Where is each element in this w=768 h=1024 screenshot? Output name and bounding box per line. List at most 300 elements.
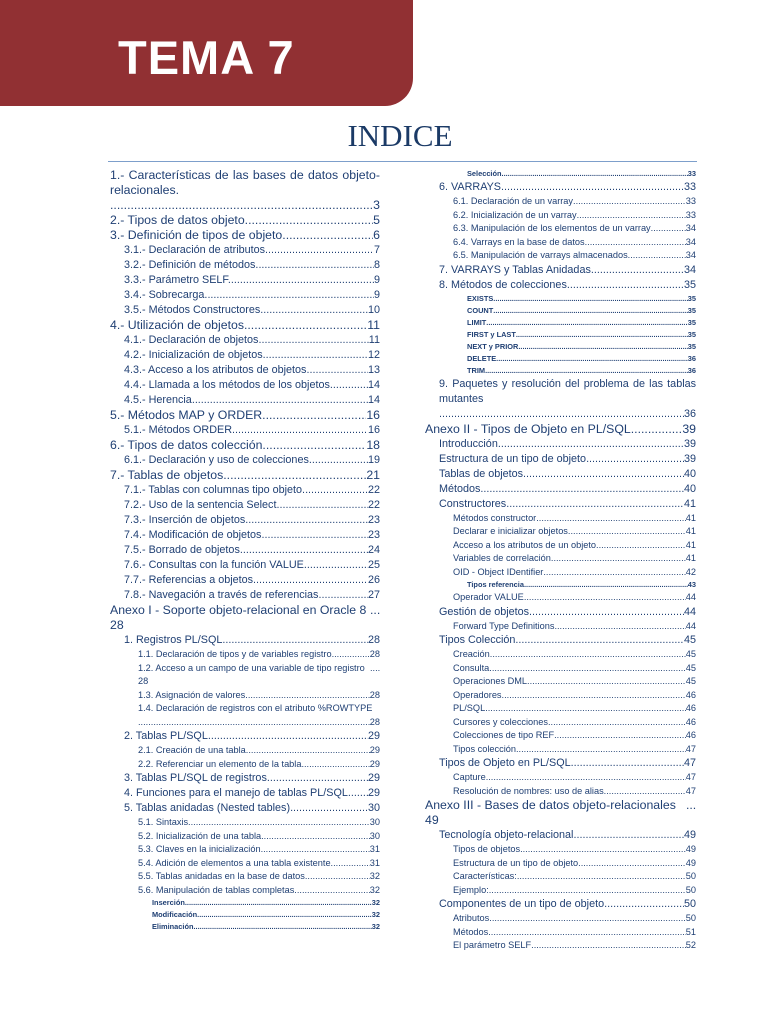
toc-dot-leader bbox=[628, 249, 686, 263]
toc-entry-title: Tipos de objetos bbox=[453, 844, 521, 854]
toc-dot-leader bbox=[543, 566, 685, 580]
toc-dot-leader bbox=[577, 209, 686, 223]
toc-entry-title: 1.3. Asignación de valores. bbox=[138, 689, 248, 700]
toc-dot-leader bbox=[518, 341, 687, 353]
toc-entry-title: DELETE bbox=[467, 353, 497, 363]
toc-dot-leader bbox=[591, 263, 684, 278]
toc-entry-title: Tipos de Objeto en PL/SQL bbox=[439, 757, 571, 769]
toc-entry[interactable] bbox=[110, 258, 380, 273]
toc-entry-title: Anexo I - Soporte objeto-relacional en Oracle 8 bbox=[110, 603, 367, 617]
toc-dot-leader bbox=[185, 897, 372, 909]
toc-dot-leader bbox=[578, 857, 686, 871]
toc-entry-title: COUNT bbox=[467, 305, 494, 315]
toc-page-number: 22 bbox=[367, 484, 380, 496]
toc-entry[interactable] bbox=[110, 603, 380, 633]
toc-entry[interactable] bbox=[425, 195, 696, 209]
toc-entry-title: Atributos bbox=[453, 913, 490, 923]
toc-page-number: 40 bbox=[683, 482, 696, 495]
toc-entry[interactable] bbox=[425, 926, 696, 940]
toc-entry[interactable] bbox=[110, 273, 380, 288]
toc-dot-leader bbox=[520, 843, 686, 857]
toc-entry-title: Creación bbox=[453, 649, 490, 659]
toc-entry[interactable] bbox=[425, 566, 696, 580]
toc-page-number: 29 bbox=[367, 787, 380, 799]
toc-page-number: 39 bbox=[683, 452, 696, 465]
toc-entry-title: 6.3. Manipulación de los elementos de un varray bbox=[453, 223, 651, 233]
toc-dot-leader bbox=[604, 785, 686, 799]
toc-entry-title: Variables de correlación bbox=[453, 553, 551, 563]
toc-page-number: 31 bbox=[369, 844, 380, 854]
toc-entry-title: 6.1.- Declaración y uso de colecciones. bbox=[124, 454, 312, 466]
toc-dot-leader bbox=[227, 468, 367, 483]
toc-entry-title: 3.2.- Definición de métodos. bbox=[124, 259, 259, 271]
toc-entry[interactable] bbox=[110, 483, 380, 498]
toc-entry-title: Consulta bbox=[453, 662, 490, 673]
toc-page-number: 36 bbox=[687, 365, 696, 375]
toc-entry[interactable] bbox=[425, 743, 696, 757]
toc-dot-leader bbox=[208, 729, 368, 744]
toc-dot-leader bbox=[247, 318, 367, 333]
toc-page-number: 23 bbox=[367, 514, 380, 526]
toc-entry[interactable] bbox=[425, 353, 696, 365]
toc-dot-leader bbox=[309, 363, 368, 378]
toc-entry[interactable] bbox=[110, 333, 380, 348]
toc-entry[interactable] bbox=[110, 662, 380, 689]
toc-entry[interactable] bbox=[110, 438, 380, 453]
toc-entry-title: 4.4.- Llamada a los métodos de los objetos. bbox=[124, 379, 333, 391]
toc-entry[interactable] bbox=[425, 716, 696, 730]
toc-entry-title: 5.- Métodos MAP y ORDER. bbox=[110, 408, 266, 422]
toc-entry[interactable] bbox=[425, 843, 696, 857]
toc-page-number: 32 bbox=[371, 910, 380, 919]
toc-page-number: 11 bbox=[368, 334, 380, 346]
toc-entry[interactable] bbox=[425, 168, 696, 180]
toc-page-number: 50 bbox=[685, 871, 696, 881]
toc-entry-title: Estructura de un tipo de objeto bbox=[453, 857, 579, 868]
toc-page-number: 12 bbox=[367, 349, 380, 361]
toc-entry-title: 7.2.- Uso de la sentencia Select. bbox=[124, 499, 280, 511]
toc-entry-title: Forward Type Definitions bbox=[453, 620, 555, 631]
toc-entry[interactable] bbox=[110, 558, 380, 573]
toc-page-number: 35 bbox=[683, 278, 696, 291]
toc-page-number: 39 bbox=[683, 437, 696, 450]
toc-dot-leader bbox=[686, 798, 696, 813]
toc-entry[interactable] bbox=[110, 801, 380, 816]
toc-entry-title: 1.- Características de las bases de datos objeto-relacionales. bbox=[110, 168, 380, 197]
heading-divider bbox=[108, 161, 697, 162]
toc-entry[interactable] bbox=[110, 843, 380, 857]
toc-entry-title: 3.- Definición de tipos de objeto. bbox=[110, 228, 286, 242]
toc-entry-title: Componentes de un tipo de objeto bbox=[439, 898, 605, 910]
toc-dot-leader bbox=[197, 909, 372, 921]
toc-page-number: 21 bbox=[366, 468, 380, 482]
toc-entry[interactable] bbox=[110, 228, 380, 243]
toc-entry[interactable] bbox=[425, 249, 696, 263]
toc-page-number: 49 bbox=[425, 813, 439, 827]
toc-dot-leader bbox=[489, 662, 686, 676]
toc-entry[interactable] bbox=[110, 786, 380, 801]
toc-entry-title: 5.3. Claves en la inicialización bbox=[138, 844, 261, 854]
toc-entry[interactable] bbox=[110, 689, 380, 703]
toc-page-number: 28 bbox=[369, 649, 380, 659]
toc-right-column bbox=[425, 168, 696, 953]
toc-page-number: 44 bbox=[685, 592, 696, 602]
toc-dot-leader bbox=[243, 543, 368, 558]
toc-dot-leader bbox=[516, 743, 686, 757]
toc-entry[interactable] bbox=[110, 921, 380, 933]
toc-dot-leader bbox=[486, 317, 687, 329]
toc-dot-leader bbox=[523, 467, 684, 482]
toc-entry[interactable] bbox=[425, 482, 696, 497]
toc-entry[interactable] bbox=[110, 423, 380, 438]
toc-entry-title: 7. VARRAYS y Tablas Anidadas bbox=[439, 263, 591, 276]
toc-entry[interactable] bbox=[425, 675, 696, 689]
toc-entry[interactable] bbox=[425, 263, 696, 278]
toc-page-number: 49 bbox=[683, 829, 696, 841]
toc-dot-leader bbox=[596, 539, 686, 553]
toc-entry[interactable] bbox=[425, 377, 696, 422]
toc-entry-title: Selección bbox=[467, 169, 502, 178]
toc-entry[interactable] bbox=[425, 702, 696, 716]
toc-entry-title: 6. VARRAYS bbox=[439, 181, 502, 193]
toc-entry[interactable] bbox=[110, 378, 380, 393]
toc-page-number: 5 bbox=[373, 213, 380, 227]
toc-page-number: 32 bbox=[369, 884, 380, 895]
toc-page-number: 35 bbox=[687, 329, 696, 339]
toc-page-number: 36 bbox=[687, 353, 696, 363]
toc-page-number: 33 bbox=[685, 209, 696, 220]
toc-entry-title: 3.3.- Parámetro SELF. bbox=[124, 274, 231, 286]
toc-entry-title: 4.1.- Declaración de objetos. bbox=[124, 334, 262, 346]
toc-entry[interactable] bbox=[110, 318, 380, 333]
toc-entry[interactable] bbox=[425, 633, 696, 648]
toc-entry[interactable] bbox=[425, 939, 696, 953]
toc-entry[interactable] bbox=[425, 729, 696, 743]
toc-page-number: 35 bbox=[687, 317, 696, 327]
toc-entry[interactable] bbox=[425, 756, 696, 771]
toc-page-number: 41 bbox=[683, 497, 696, 510]
toc-entry[interactable] bbox=[425, 467, 696, 482]
toc-page-number: 16 bbox=[367, 424, 380, 436]
toc-entry-title: OID - Object IDentifier bbox=[453, 566, 544, 577]
toc-page-number: 29 bbox=[367, 772, 380, 784]
toc-entry[interactable] bbox=[110, 729, 380, 744]
toc-dot-leader bbox=[527, 675, 686, 689]
toc-page-number: 14 bbox=[367, 379, 380, 391]
toc-entry[interactable] bbox=[425, 305, 696, 317]
toc-page-number: 34 bbox=[683, 263, 696, 276]
toc-page-number: 41 bbox=[685, 539, 696, 550]
toc-entry[interactable] bbox=[425, 897, 696, 912]
toc-entry[interactable] bbox=[425, 278, 696, 293]
toc-page-number: 25 bbox=[367, 559, 380, 571]
toc-page-number: 28 bbox=[367, 634, 380, 646]
toc-entry-title: Métodos constructor bbox=[453, 512, 537, 523]
toc-entry[interactable] bbox=[110, 884, 380, 898]
toc-entry[interactable] bbox=[425, 317, 696, 329]
toc-entry[interactable] bbox=[425, 497, 696, 512]
toc-page-number: 26 bbox=[367, 574, 380, 586]
toc-dot-leader bbox=[531, 939, 686, 953]
toc-entry[interactable] bbox=[425, 539, 696, 553]
toc-page-number: 50 bbox=[685, 913, 696, 923]
toc-entry[interactable] bbox=[425, 236, 696, 250]
toc-entry[interactable] bbox=[425, 857, 696, 871]
toc-entry[interactable] bbox=[425, 209, 696, 223]
toc-page-number: 45 bbox=[683, 634, 696, 646]
toc-entry[interactable] bbox=[110, 588, 380, 603]
toc-entry-title: Colecciones de tipo REF bbox=[453, 730, 555, 740]
toc-entry-title: 2. Tablas PL/SQL bbox=[124, 730, 208, 742]
toc-page-number: 27 bbox=[367, 589, 380, 601]
toc-dot-leader bbox=[261, 830, 370, 844]
toc-entry[interactable] bbox=[110, 393, 380, 408]
toc-entry[interactable] bbox=[425, 620, 696, 634]
toc-entry-title: Resolución de nombres: uso de alias bbox=[453, 785, 604, 796]
toc-entry-title: 4.2.- Inicialización de objetos. bbox=[124, 349, 266, 361]
toc-entry[interactable] bbox=[425, 422, 696, 437]
toc-dot-leader bbox=[506, 497, 684, 512]
toc-entry[interactable] bbox=[110, 288, 380, 303]
toc-entry-title: Anexo III - Bases de datos objeto-relacionales bbox=[425, 798, 676, 812]
toc-dot-leader bbox=[439, 407, 684, 422]
toc-entry[interactable] bbox=[425, 452, 696, 467]
toc-entry[interactable] bbox=[425, 689, 696, 703]
toc-page-number: 42 bbox=[685, 566, 696, 577]
toc-page-number: 41 bbox=[685, 526, 696, 536]
toc-dot-leader bbox=[554, 620, 685, 634]
toc-page-number: 35 bbox=[687, 305, 696, 315]
toc-entry-title: Métodos bbox=[439, 482, 481, 495]
toc-dot-leader bbox=[333, 857, 370, 871]
toc-page-number: 47 bbox=[685, 743, 696, 754]
toc-entry[interactable] bbox=[425, 591, 696, 605]
toc-entry-title: 5.2. Inicialización de una tabla bbox=[138, 830, 262, 841]
toc-entry[interactable] bbox=[425, 605, 696, 620]
toc-entry-title: Operador VALUE bbox=[453, 592, 524, 602]
toc-entry[interactable] bbox=[425, 662, 696, 676]
toc-page-number: 45 bbox=[685, 662, 696, 673]
toc-page-number: 43 bbox=[687, 580, 696, 589]
toc-page-number: 47 bbox=[683, 757, 696, 769]
toc-entry-title: Operaciones DML bbox=[453, 676, 528, 686]
toc-entry[interactable] bbox=[425, 870, 696, 884]
toc-entry[interactable] bbox=[110, 498, 380, 513]
toc-entry[interactable] bbox=[110, 348, 380, 363]
toc-page-number: 36 bbox=[683, 407, 696, 420]
toc-dot-leader bbox=[529, 605, 684, 620]
toc-page-number: 35 bbox=[687, 341, 696, 351]
toc-entry[interactable] bbox=[425, 437, 696, 452]
toc-dot-leader bbox=[370, 662, 380, 676]
toc-entry[interactable] bbox=[110, 528, 380, 543]
toc-dot-leader bbox=[266, 408, 367, 423]
toc-entry-title: 3. Tablas PL/SQL de registros bbox=[124, 772, 267, 784]
toc-entry[interactable] bbox=[110, 744, 380, 758]
toc-page-number: 18 bbox=[366, 438, 380, 452]
toc-page-number: 46 bbox=[685, 716, 696, 727]
toc-entry[interactable] bbox=[110, 243, 380, 258]
toc-dot-leader bbox=[515, 633, 684, 648]
toc-dot-leader bbox=[548, 716, 686, 730]
toc-entry-title: FIRST y LAST bbox=[467, 329, 516, 339]
toc-entry-title: EXISTS bbox=[467, 293, 494, 303]
toc-dot-leader bbox=[485, 365, 688, 377]
toc-dot-leader bbox=[261, 843, 370, 857]
toc-entry-title: 7.- Tablas de objetos. bbox=[110, 468, 227, 482]
toc-entry-title: 2.1. Creación de una tabla bbox=[138, 745, 246, 755]
toc-page-number: 29 bbox=[369, 745, 380, 755]
toc-entry[interactable] bbox=[110, 771, 380, 786]
toc-dot-leader bbox=[305, 483, 368, 498]
toc-page-number: 8 bbox=[373, 259, 380, 271]
toc-dot-leader bbox=[502, 689, 686, 703]
toc-page-number: 9 bbox=[373, 274, 380, 286]
toc-dot-leader bbox=[348, 786, 368, 801]
toc-entry[interactable] bbox=[425, 329, 696, 341]
toc-entry[interactable] bbox=[425, 771, 696, 785]
toc-entry[interactable] bbox=[425, 341, 696, 353]
toc-entry[interactable] bbox=[425, 180, 696, 195]
toc-page-number: 32 bbox=[369, 871, 380, 881]
toc-entry[interactable] bbox=[110, 513, 380, 528]
toc-entry-title: 1.2. Acceso a un campo de una variable de tipo registro bbox=[138, 662, 365, 673]
toc-dot-leader bbox=[305, 870, 370, 884]
toc-entry[interactable] bbox=[425, 828, 696, 843]
toc-entry[interactable] bbox=[110, 648, 380, 662]
toc-entry[interactable] bbox=[425, 552, 696, 566]
toc-page-number: 50 bbox=[683, 898, 696, 910]
toc-entry[interactable] bbox=[425, 912, 696, 926]
toc-page-number: 3 bbox=[373, 198, 380, 212]
toc-dot-leader bbox=[222, 633, 368, 648]
toc-dot-leader bbox=[480, 482, 684, 497]
toc-dot-leader bbox=[261, 333, 368, 348]
toc-page-number: 14 bbox=[367, 394, 380, 406]
toc-entry[interactable] bbox=[110, 633, 380, 648]
toc-page-number: 31 bbox=[369, 857, 380, 868]
toc-dot-leader bbox=[489, 912, 686, 926]
toc-entry-title: LIMIT bbox=[467, 317, 487, 327]
toc-dot-leader bbox=[516, 329, 688, 341]
toc-left-column bbox=[110, 168, 380, 933]
toc-entry-title: 4.5.- Herencia. bbox=[124, 394, 195, 406]
toc-entry[interactable] bbox=[110, 830, 380, 844]
toc-entry[interactable] bbox=[110, 909, 380, 921]
toc-entry[interactable] bbox=[110, 468, 380, 483]
toc-entry-title: 5. Tablas anidadas (Nested tables) bbox=[124, 802, 291, 814]
toc-entry-title: 4.3.- Acceso a los atributos de objetos. bbox=[124, 364, 310, 376]
toc-page-number: 30 bbox=[369, 817, 380, 827]
toc-entry[interactable] bbox=[425, 512, 696, 526]
toc-page-number: 33 bbox=[687, 169, 696, 178]
toc-dot-leader bbox=[195, 393, 368, 408]
toc-dot-leader bbox=[307, 558, 368, 573]
toc-entry[interactable] bbox=[110, 857, 380, 871]
toc-dot-leader bbox=[258, 258, 374, 273]
toc-entry[interactable] bbox=[110, 573, 380, 588]
toc-entry[interactable] bbox=[425, 293, 696, 305]
toc-dot-leader bbox=[248, 213, 373, 228]
toc-page-number: 35 bbox=[687, 293, 696, 303]
toc-page-number: 16 bbox=[366, 408, 380, 422]
toc-dot-leader bbox=[651, 222, 686, 236]
toc-entry[interactable] bbox=[425, 222, 696, 236]
toc-entry-title: Gestión de objetos bbox=[439, 605, 530, 618]
toc-dot-leader bbox=[248, 513, 368, 528]
toc-entry-title: 5.1. Sintaxis bbox=[138, 817, 189, 827]
toc-entry[interactable] bbox=[110, 543, 380, 558]
toc-entry-title: Introducción bbox=[439, 437, 498, 450]
toc-entry[interactable] bbox=[110, 213, 380, 228]
toc-dot-leader bbox=[267, 771, 368, 786]
toc-page-number: 33 bbox=[685, 196, 696, 206]
toc-entry-title: Tipos colección bbox=[453, 743, 516, 754]
toc-entry-title: Operadores bbox=[453, 689, 502, 700]
toc-entry[interactable] bbox=[110, 453, 380, 468]
chapter-title: TEMA 7 bbox=[118, 31, 295, 84]
toc-entry-title: 3.4.- Sobrecarga. bbox=[124, 289, 208, 301]
toc-entry-title: 9. Paquetes y resolución del problema de las tablas mutantes bbox=[439, 377, 696, 405]
toc-entry[interactable] bbox=[110, 758, 380, 772]
toc-entry-title: 7.5.- Borrado de objetos. bbox=[124, 544, 243, 556]
toc-dot-leader bbox=[256, 573, 368, 588]
toc-dot-leader bbox=[294, 884, 369, 898]
toc-entry[interactable] bbox=[425, 785, 696, 799]
toc-page-number: 46 bbox=[685, 703, 696, 713]
toc-entry[interactable] bbox=[110, 897, 380, 909]
toc-entry-title: NEXT y PRIOR bbox=[467, 341, 519, 351]
toc-entry[interactable] bbox=[425, 798, 696, 828]
toc-entry[interactable] bbox=[110, 168, 380, 213]
toc-dot-leader bbox=[193, 921, 371, 933]
toc-entry-title: Declarar e inicializar objetos bbox=[453, 526, 568, 536]
toc-entry-title: 7.6.- Consultas con la función VALUE. bbox=[124, 559, 307, 571]
chapter-banner bbox=[0, 0, 413, 106]
toc-dot-leader bbox=[264, 528, 368, 543]
toc-entry-title: PL/SQL bbox=[453, 703, 486, 713]
toc-entry-title: 5.6. Manipulación de tablas completas bbox=[138, 884, 295, 895]
toc-dot-leader bbox=[488, 926, 686, 940]
toc-entry-title: 1.1. Declaración de tipos y de variables registro bbox=[138, 649, 332, 659]
toc-page-number: 13 bbox=[367, 364, 380, 376]
toc-page-number: 46 bbox=[685, 689, 696, 700]
toc-page-number: 7 bbox=[373, 244, 380, 256]
toc-entry[interactable] bbox=[425, 525, 696, 539]
toc-entry[interactable] bbox=[425, 579, 696, 591]
toc-dot-leader bbox=[370, 603, 380, 618]
toc-dot-leader bbox=[266, 438, 366, 453]
toc-entry[interactable] bbox=[425, 648, 696, 662]
toc-entry[interactable] bbox=[110, 870, 380, 884]
toc-page-number: 52 bbox=[685, 940, 696, 950]
toc-entry[interactable] bbox=[110, 816, 380, 830]
toc-entry[interactable] bbox=[425, 884, 696, 898]
toc-entry-title: Inserción bbox=[152, 898, 185, 907]
toc-page-number: 28 bbox=[369, 716, 380, 727]
toc-dot-leader bbox=[567, 278, 684, 293]
toc-page-number: 50 bbox=[685, 884, 696, 895]
toc-entry[interactable] bbox=[110, 408, 380, 423]
toc-dot-leader bbox=[266, 348, 368, 363]
toc-dot-leader bbox=[631, 422, 683, 437]
toc-page-number: 49 bbox=[685, 857, 696, 868]
toc-entry[interactable] bbox=[425, 365, 696, 377]
toc-page-number: 32 bbox=[371, 898, 380, 907]
toc-entry[interactable] bbox=[110, 363, 380, 378]
toc-entry[interactable] bbox=[110, 303, 380, 318]
toc-entry[interactable] bbox=[110, 702, 380, 729]
